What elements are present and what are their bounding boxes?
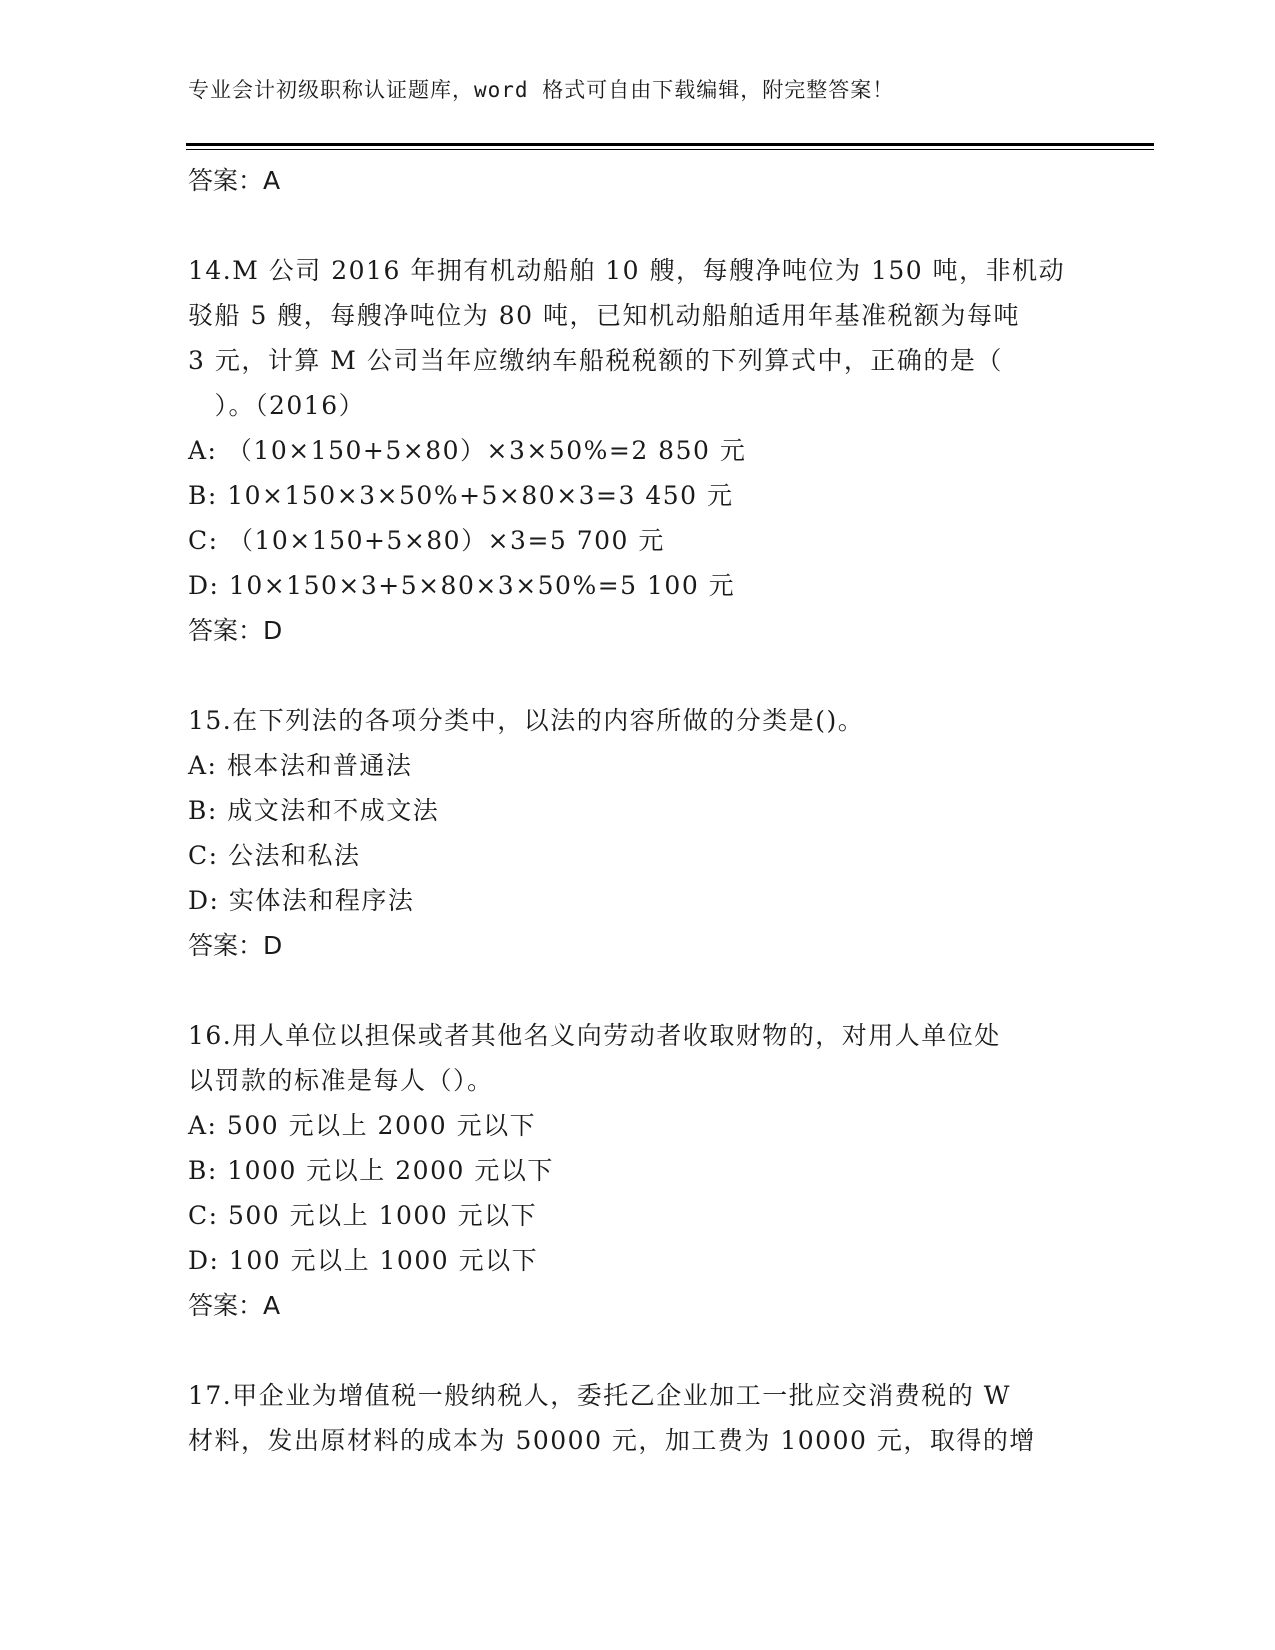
option-b: B: 成文法和不成文法 bbox=[188, 796, 440, 825]
question-text-line: 16.用人单位以担保或者其他名义向劳动者收取财物的，对用人单位处 bbox=[188, 1021, 1001, 1050]
question-17 bbox=[188, 1373, 1088, 1463]
header-rule-thick bbox=[186, 143, 1154, 146]
header-rule-thin bbox=[186, 149, 1154, 150]
answer-line: 答案：A bbox=[188, 1291, 281, 1320]
option-c: C: （10×150+5×80）×3=5 700 元 bbox=[188, 526, 665, 555]
option-b: B: 10×150×3×50%+5×80×3=3 450 元 bbox=[188, 481, 734, 510]
option-d: D: 实体法和程序法 bbox=[188, 886, 415, 915]
question-text-line: 3 元，计算 M 公司当年应缴纳车船税税额的下列算式中，正确的是（ bbox=[188, 346, 1003, 375]
question-text-line: ）。（2016） bbox=[188, 391, 366, 420]
page-header: 专业会计初级职称认证题库，word 格式可自由下载编辑，附完整答案！ bbox=[188, 78, 895, 102]
answer-line: 答案：A bbox=[188, 166, 281, 195]
question-16 bbox=[188, 1013, 1088, 1328]
option-c: C: 500 元以上 1000 元以下 bbox=[188, 1201, 538, 1230]
answer-line: 答案：D bbox=[188, 616, 283, 645]
option-a: A: 根本法和普通法 bbox=[188, 751, 413, 780]
option-a: A: （10×150+5×80）×3×50%=2 850 元 bbox=[188, 436, 747, 465]
option-d: D: 100 元以上 1000 元以下 bbox=[188, 1246, 539, 1275]
question-text-line: 15.在下列法的各项分类中，以法的内容所做的分类是()。 bbox=[188, 706, 865, 735]
question-text-line: 14.M 公司 2016 年拥有机动船舶 10 艘，每艘净吨位为 150 吨，非机动 bbox=[188, 256, 1066, 285]
option-b: B: 1000 元以上 2000 元以下 bbox=[188, 1156, 554, 1185]
option-d: D: 10×150×3+5×80×3×50%=5 100 元 bbox=[188, 571, 736, 600]
question-14 bbox=[188, 248, 1088, 653]
document-body bbox=[188, 158, 1088, 1463]
question-15 bbox=[188, 698, 1088, 968]
answer-line: 答案：D bbox=[188, 931, 283, 960]
question-text-line: 17.甲企业为增值税一般纳税人，委托乙企业加工一批应交消费税的 W bbox=[188, 1381, 1011, 1410]
question-text-line: 驳船 5 艘，每艘净吨位为 80 吨，已知机动船舶适用年基准税额为每吨 bbox=[188, 301, 1021, 330]
option-c: C: 公法和私法 bbox=[188, 841, 361, 870]
option-a: A: 500 元以上 2000 元以下 bbox=[188, 1111, 537, 1140]
question-text-line: 材料，发出原材料的成本为 50000 元，加工费为 10000 元，取得的增 bbox=[188, 1426, 1036, 1455]
question-text-line: 以罚款的标准是每人（）。 bbox=[188, 1066, 494, 1095]
